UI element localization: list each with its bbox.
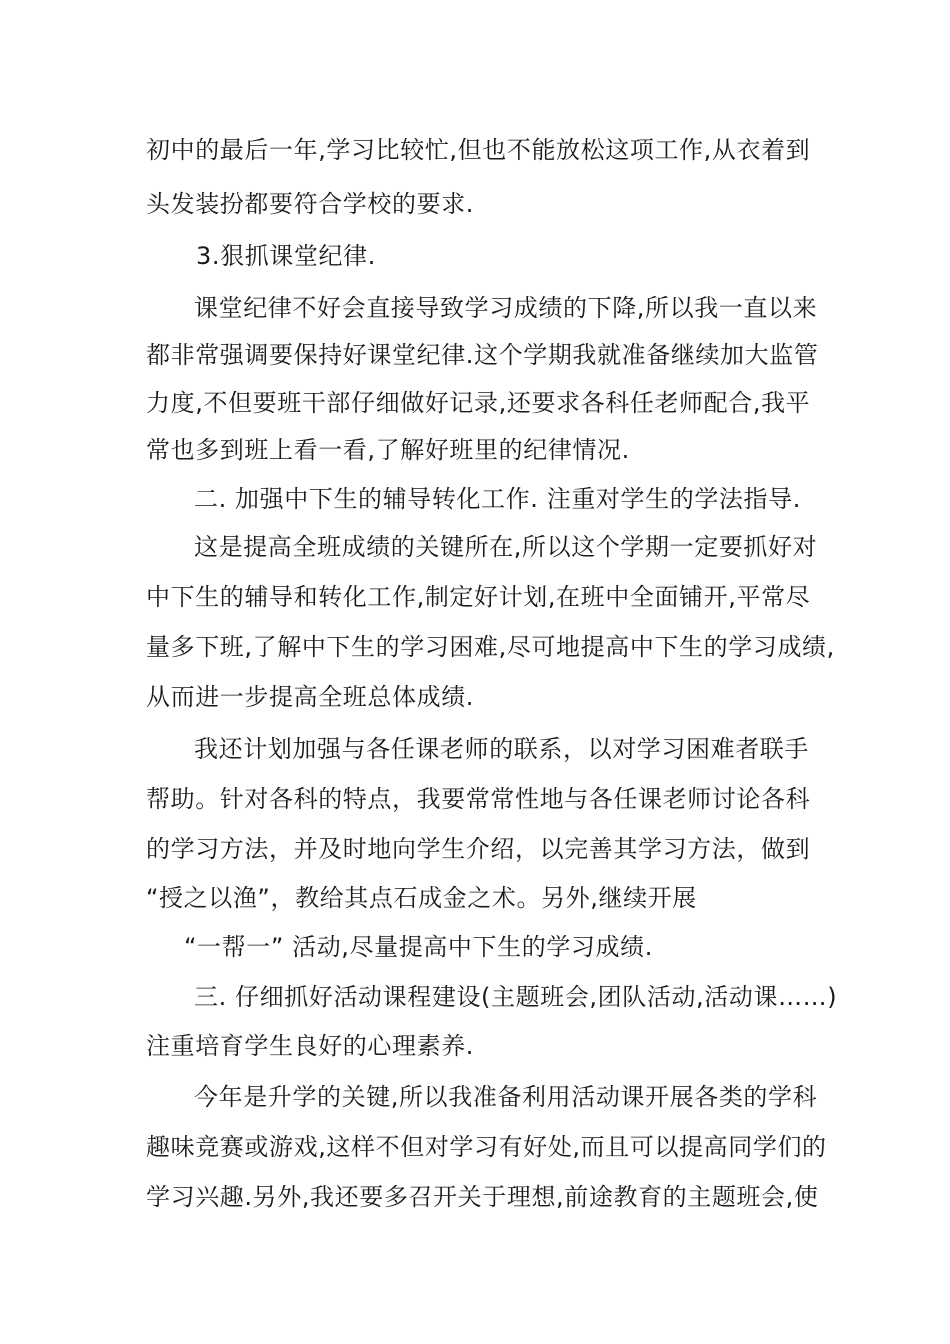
text-line-10: 中下生的辅导和转化工作,制定好计划,在班中全面铺开,平常尽 [146, 583, 811, 611]
text-line-1: 初中的最后一年,学习比较忙,但也不能放松这项工作,从衣着到 [146, 136, 811, 164]
text-line-22: 学习兴趣.另外,我还要多召开关于理想,前途教育的主题班会,使 [146, 1183, 819, 1211]
text-line-11: 量多下班,了解中下生的学习困难,尽可地提高中下生的学习成绩, [146, 633, 835, 661]
heading-3: 3.狠抓课堂纪律. [196, 242, 376, 270]
text-line-19: 注重培育学生良好的心理素养. [146, 1032, 475, 1060]
text-line-20: 今年是升学的关键,所以我准备利用活动课开展各类的学科 [194, 1083, 818, 1111]
section-heading-2: 二. 加强中下生的辅导转化工作. 注重对学生的学法指导. [194, 485, 801, 513]
text-line-6: 力度,不但要班干部仔细做好记录,还要求各科任老师配合,我平 [146, 389, 811, 417]
text-line-12: 从而进一步提高全班总体成绩. [146, 683, 475, 711]
text-line-13: 我还计划加强与各任课老师的联系，以对学习困难者联手 [194, 735, 809, 763]
section-heading-3: 三. 仔细抓好活动课程建设(主题班会,团队活动,活动课……) [194, 983, 838, 1011]
text-line-5: 都非常强调要保持好课堂纪律.这个学期我就准备继续加大监管 [146, 341, 819, 369]
text-line-16: “授之以渔”，教给其点石成金之术。另外,继续开展 [146, 884, 697, 912]
text-line-17: “一帮一” 活动,尽量提高中下生的学习成绩. [184, 933, 653, 961]
text-line-7: 常也多到班上看一看,了解好班里的纪律情况. [146, 436, 630, 464]
text-line-2: 头发装扮都要符合学校的要求. [146, 190, 475, 218]
text-line-15: 的学习方法，并及时地向学生介绍，以完善其学习方法，做到 [146, 835, 811, 863]
text-line-21: 趣味竞赛或游戏,这样不但对学习有好处,而且可以提高同学们的 [146, 1133, 827, 1161]
text-line-9: 这是提高全班成绩的关键所在,所以这个学期一定要抓好对 [194, 533, 818, 561]
text-line-4: 课堂纪律不好会直接导致学习成绩的下降,所以我一直以来 [194, 294, 818, 322]
text-line-14: 帮助。针对各科的特点，我要常常性地与各任课老师讨论各科 [146, 785, 811, 813]
